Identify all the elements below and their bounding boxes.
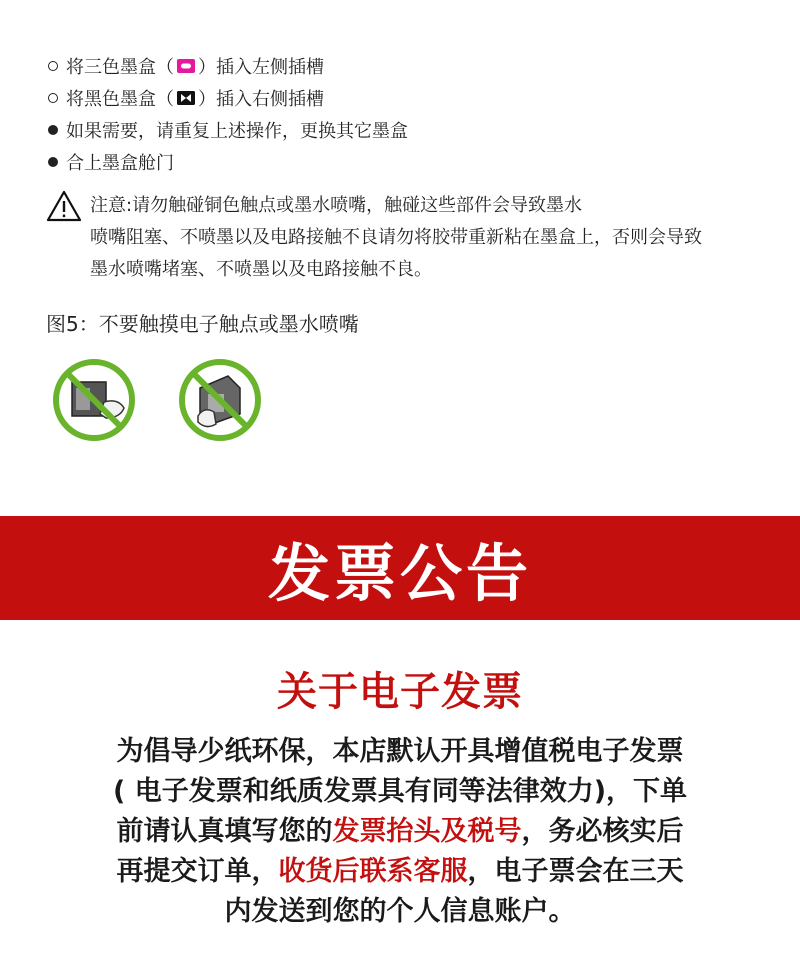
step-text-before: 将黑色墨盒（ [66, 89, 174, 110]
step-text-after: ）插入左侧插槽 [198, 57, 324, 78]
notice-line: 内发送到您的个人信息账户。 [224, 896, 576, 927]
notice-highlight: 发票抬头及税号 [332, 816, 522, 847]
warning-line: 注意:请勿触碰铜色触点或墨水喷嘴，触碰这些部件会导致墨水 [90, 195, 583, 216]
notice-text: 前请认真填写您的 [116, 816, 333, 847]
filled-bullet-icon [48, 157, 58, 167]
invoice-notice-title: 关于电子发票 [277, 669, 523, 715]
step-insert-tricolor [48, 50, 408, 82]
step-close-door [48, 146, 408, 178]
warning-line: 喷嘴阻塞、不喷墨以及电路接触不良请勿将胶带重新粘在墨盒上，否则会导致 [90, 227, 702, 248]
notice-line [60, 852, 740, 892]
step-text: 合上墨盒舱门 [66, 153, 174, 174]
notice-line: 为倡导少纸环保，本店默认开具增值税电子发票 [116, 736, 684, 767]
figure-caption: 图5：不要触摸电子触点或墨水喷嘴 [46, 312, 359, 336]
warning-note [46, 190, 786, 286]
notice-line: ( 电子发票和纸质发票具有同等法律效力)，下单 [112, 776, 688, 807]
no-touch-nozzle-icon [178, 358, 262, 442]
step-repeat [48, 114, 408, 146]
notice-highlight: 收货后联系客服 [278, 856, 468, 887]
hollow-bullet-icon [48, 93, 58, 103]
step-text-before: 将三色墨盒（ [66, 57, 174, 78]
tri-color-cartridge-icon [176, 58, 196, 74]
step-insert-black [48, 82, 408, 114]
filled-bullet-icon [48, 125, 58, 135]
warning-triangle-icon [46, 190, 82, 222]
notice-text: 再提交订单， [116, 856, 279, 887]
no-touch-contacts-icon [52, 358, 136, 442]
hollow-bullet-icon [48, 61, 58, 71]
warning-line: 墨水喷嘴堵塞、不喷墨以及电路接触不良。 [90, 259, 432, 280]
black-cartridge-icon [176, 90, 196, 106]
invoice-banner [0, 516, 800, 620]
banner-title: 发票公告 [267, 536, 532, 610]
notice-line [60, 812, 740, 852]
step-text: 如果需要，请重复上述操作，更换其它墨盒 [66, 121, 408, 142]
notice-text: ，电子票会在三天 [467, 856, 684, 887]
notice-text: ，务必核实后 [521, 816, 684, 847]
instruction-steps [48, 50, 408, 178]
invoice-notice-body [60, 732, 740, 932]
step-text-after: ）插入右侧插槽 [198, 89, 324, 110]
